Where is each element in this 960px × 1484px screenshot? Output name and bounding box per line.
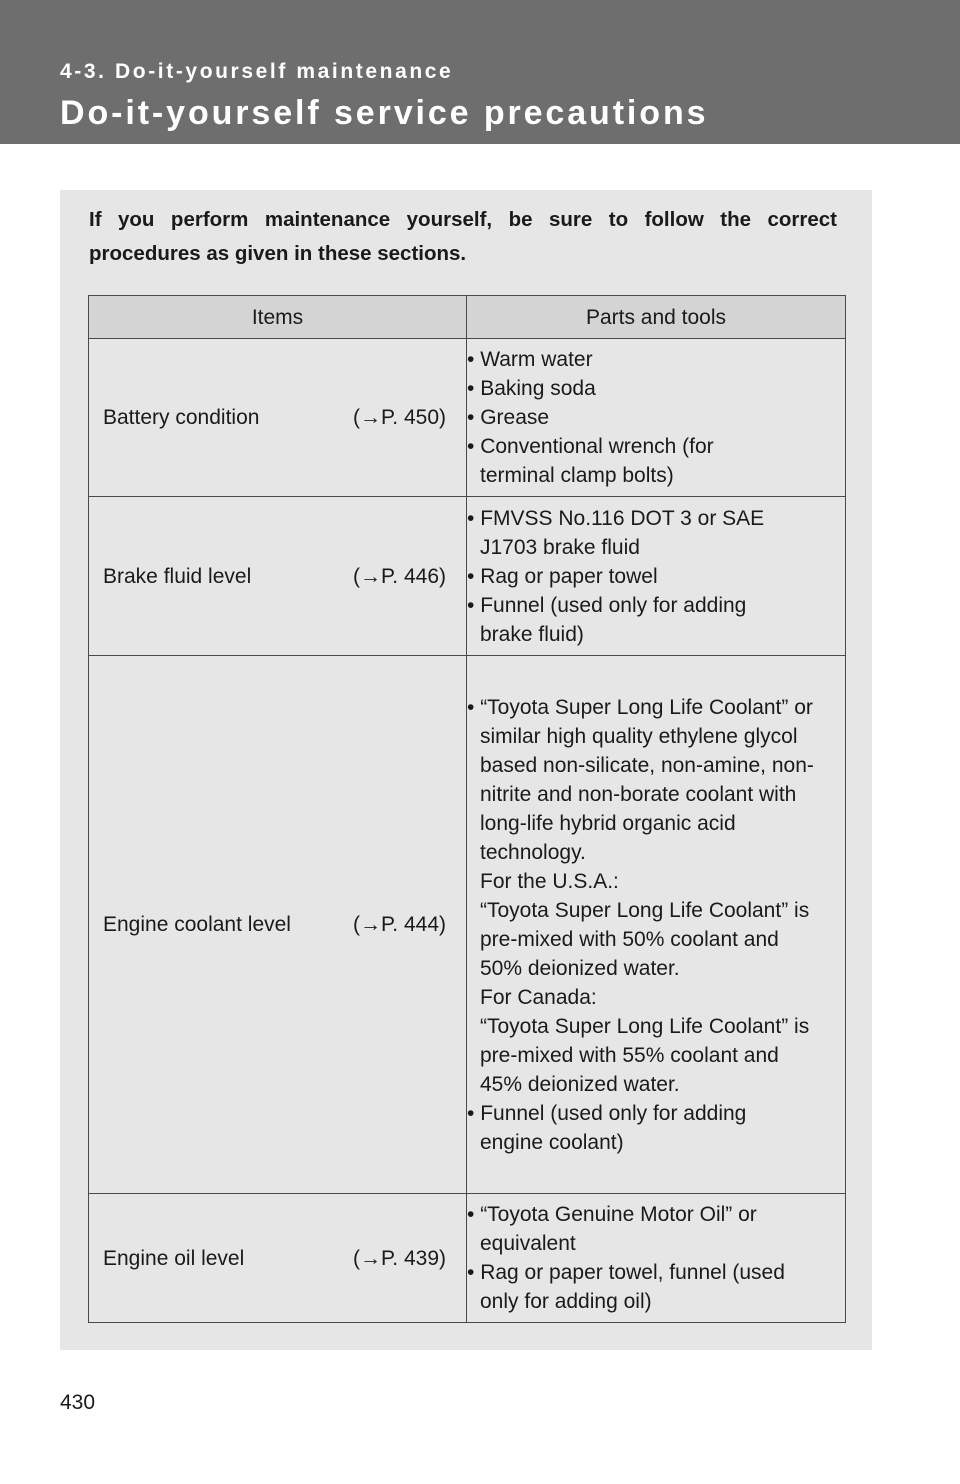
item-cell [89, 497, 467, 656]
intro-text: If you perform maintenance yourself, be sure to follow the correct procedures as given in these sections. [89, 208, 837, 265]
region-label: For the U.S.A.: [480, 869, 619, 893]
list-item: • Rag or paper towel, funnel (used only for adding oil) [467, 1258, 845, 1316]
list-item: • “Toyota Genuine Motor Oil” or equivalent [467, 1200, 845, 1258]
list-item: • FMVSS No.116 DOT 3 or SAE J1703 brake fluid [467, 504, 845, 562]
parts-cell [467, 1194, 846, 1323]
item-name: Brake fluid level [103, 564, 252, 588]
coolant-note: “Toyota Super Long Life Coolant” is pre-mixed with 50% coolant and 50% deionized water. [480, 898, 810, 980]
list-item: • Funnel (used only for adding engine coolant) [467, 1099, 845, 1157]
parts-cell [467, 497, 846, 656]
list-item: • Baking soda [467, 374, 845, 403]
list-item: • Grease [467, 403, 845, 432]
parts-table [88, 295, 846, 1323]
list-item: • “Toyota Super Long Life Coolant” or similar high quality ethylene glycol based non-silicate, non-amine, non-nitrite and non-borate coolant with long-life hybrid organic acid technology. [467, 693, 845, 867]
item-cell [89, 1194, 467, 1323]
parts-cell [467, 656, 846, 1194]
column-header-parts: Parts and tools [467, 296, 846, 339]
table-row [89, 339, 846, 497]
page-title: Do-it-yourself service precautions [60, 94, 709, 132]
section-label: 4-3. Do-it-yourself maintenance [60, 60, 454, 83]
table-row [89, 497, 846, 656]
list-item: • Conventional wrench (for terminal clamp bolts) [467, 432, 845, 490]
page-header [0, 0, 960, 144]
item-cell [89, 656, 467, 1194]
list-item: • Rag or paper towel [467, 562, 845, 591]
item-name: Engine oil level [103, 1246, 245, 1270]
page-reference: (→P. 439) [353, 1246, 446, 1270]
item-cell [89, 339, 467, 497]
parts-cell [467, 339, 846, 497]
table-row [89, 656, 846, 1194]
table-row [89, 1194, 846, 1323]
page-reference: (→P. 446) [353, 564, 446, 588]
table-header-row [89, 296, 846, 339]
item-name: Engine coolant level [103, 913, 291, 936]
page-reference: (→P. 450) [353, 406, 446, 429]
column-header-items: Items [89, 296, 467, 339]
page-number: 430 [60, 1391, 96, 1414]
list-item: • Funnel (used only for adding brake fluid) [467, 591, 845, 649]
item-name: Battery condition [103, 406, 260, 429]
region-label: For Canada: [480, 985, 597, 1009]
coolant-note: “Toyota Super Long Life Coolant” is pre-mixed with 55% coolant and 45% deionized water. [480, 1014, 810, 1096]
page-reference: (→P. 444) [353, 913, 446, 936]
list-item: • Warm water [467, 345, 845, 374]
